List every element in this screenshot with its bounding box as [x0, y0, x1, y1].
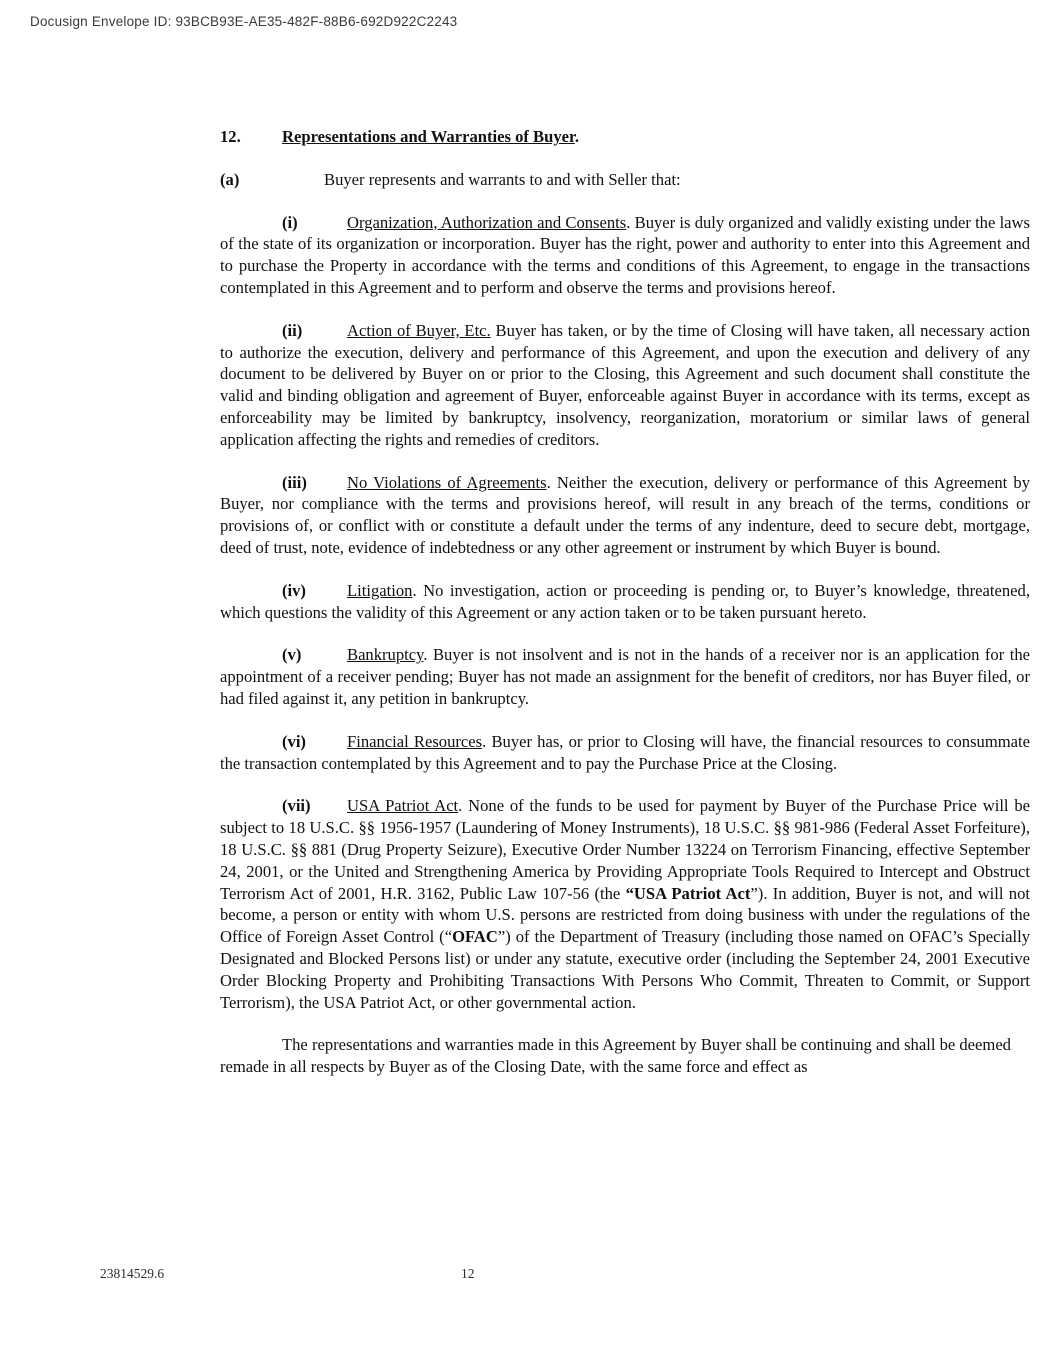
clause-heading: USA Patriot Act — [347, 796, 459, 816]
clause-ii — [220, 320, 1030, 451]
clause-heading-period: . — [412, 580, 417, 600]
clause-heading-period: . — [546, 472, 551, 492]
clause-body: No investigation, action or proceeding is pending or, to Buyer’s knowledge, threatened, which questions the validity of this Agreement or any action taken or to be taken pursuant hereto. — [220, 580, 1030, 622]
clause-heading: Action of Buyer, Etc. — [347, 320, 491, 340]
clause-enum: (i) — [282, 212, 298, 232]
clause-enum: (vi) — [282, 731, 306, 751]
clause-body: Buyer has, or prior to Closing will have, the financial resources to consummate the transaction contemplated by this Agreement and to pay the Purchase Price at the Closing. — [220, 731, 1030, 773]
clause-heading-period: . — [626, 212, 631, 232]
footer-page-number: 12 — [461, 1266, 475, 1281]
clause-body: Neither the execution, delivery or performance of this Agreement by Buyer, nor compliance with the terms and provisions hereof, will result in any breach of the terms, conditions or provisions of, or conflict with or constitute a default under the terms of any indenture, deed to secure debt, mortgage, deed of trust, note, evidence of indebtedness or any other agreement or instrument by which Buyer is bound. — [220, 472, 1030, 557]
clause-text: Buyer represents and warrants to and with Seller that: — [324, 169, 681, 189]
clause-iv — [220, 580, 1030, 624]
docusign-envelope-id: Docusign Envelope ID: 93BCB93E-AE35-482F-88B6-692D922C2243 — [30, 14, 458, 29]
clause-heading: Organization, Authorization and Consents — [347, 212, 627, 232]
section-title: Representations and Warranties of Buyer — [282, 127, 575, 146]
clause-iii — [220, 472, 1030, 559]
clause-body: ”). In addition, Buyer is not, and will not become, a person or entity with whom U.S. persons are restricted from doing business with under the regulations of the Office of Foreign Asset Control (“ — [220, 883, 1030, 947]
clause-body-bold: “USA Patriot Act — [625, 883, 751, 903]
clause-heading: Bankruptcy — [347, 645, 424, 665]
document-content — [220, 126, 1030, 1099]
clause-enum: (vii) — [282, 796, 311, 816]
closing-paragraph: The representations and warranties made in this Agreement by Buyer shall be continuing and shall be deemed remade in all respects by Buyer as of the Closing Date, with the same force and effect as — [220, 1035, 1011, 1077]
clause-enum: (iii) — [282, 472, 307, 492]
clause-vi — [220, 731, 1030, 775]
clause-a — [220, 169, 1030, 191]
clause-enum: (v) — [282, 645, 302, 665]
clause-v — [220, 644, 1030, 709]
section-title-period: . — [574, 127, 580, 146]
clause-vii — [220, 795, 1030, 1013]
clause-heading-period: . — [423, 645, 428, 665]
clause-i — [220, 212, 1030, 299]
clause-body: Buyer is duly organized and validly existing under the laws of the state of its organization or incorporation. Buyer has the right, power and authority to enter into this Agreement and to purchase the Property in accordance with the terms and conditions of this Agreement, to engage in the transactions contemplated in this Agreement and to perform and observe the terms and provisions hereof. — [220, 212, 1030, 297]
clause-heading-period: . — [482, 731, 487, 751]
clause-heading: Financial Resources — [347, 731, 483, 751]
clause-enum: (ii) — [282, 320, 303, 340]
clause-heading: No Violations of Agreements — [347, 472, 547, 492]
clause-heading: Litigation — [347, 580, 413, 600]
clause-body: Buyer is not insolvent and is not in the hands of a receiver nor is an application for the appointment of a receiver pending; Buyer has not made an assignment for the benefit of creditors, nor has Buyer filed, or had filed against it, any petition in bankruptcy. — [220, 645, 1030, 708]
clause-enum: (iv) — [282, 580, 306, 600]
clause-heading-period: . — [458, 796, 463, 816]
clause-body: None of the funds to be used for payment by Buyer of the Purchase Price will be subject to 18 U.S.C. §§ 1956-1957 (Laundering of Money Instruments), 18 U.S.C. §§ 981-986 (Federal Asset Forfeiture), 18 U.S.C. §§ 881 (Drug Property Seizure), Executive Order Number 13224 on Terrorism Financing, effective September 24, 2001, or the United and Strengthening America by Providing Appropriate Tools Required to Intercept and Obstruct Terrorism Act of 2001, H.R. 3162, Public Law 107-56 (the — [220, 796, 1030, 903]
section-heading — [220, 126, 1030, 148]
clause-body: ”) of the Department of Treasury (including those named on OFAC’s Specially Designated and Blocked Persons list) or under any statute, executive order (including the September 24, 2001 Executive Order Blocking Property and Prohibiting Transactions With Persons Who Commit, Threaten to Commit, or Support Terrorism), the USA Patriot Act, or other governmental action. — [220, 927, 1030, 1012]
clause-body-bold: OFAC — [452, 927, 498, 947]
section-number: 12. — [220, 127, 241, 146]
clause-enum: (a) — [220, 169, 240, 189]
footer-document-number: 23814529.6 — [100, 1266, 165, 1281]
clause-body: Buyer has taken, or by the time of Closing will have taken, all necessary action to authorize the execution, delivery and performance of this Agreement, and upon the execution and delivery of any document to be delivered by Buyer on or prior to the Closing, this Agreement and such document shall constitute the valid and binding obligation and agreement of Buyer, enforceable against Buyer in accordance with its terms, except as enforceability may be limited by bankruptcy, insolvency, reorganization, moratorium or similar laws of general application affecting the rights and remedies of creditors. — [220, 320, 1031, 449]
